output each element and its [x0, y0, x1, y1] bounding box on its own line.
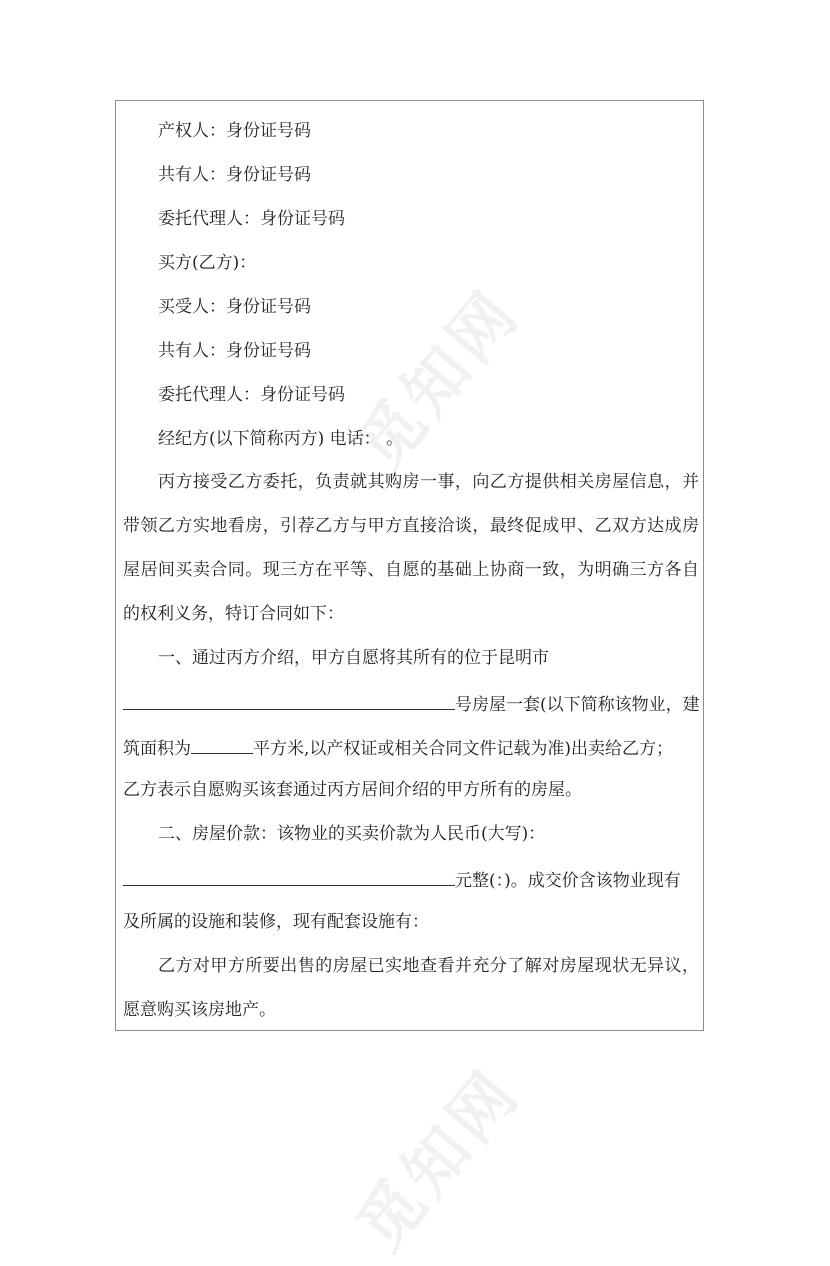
area-blank: [191, 735, 253, 754]
clause-1-area-line: [123, 735, 699, 760]
inspection-last-line: 愿意购买该房地产。: [123, 1000, 276, 1020]
clause-1-area-text: 平方米,以产权证或相关合同文件记载为准)出卖给乙方；: [253, 739, 674, 759]
paragraph-line: 带领乙方实地看房，引荐乙方与甲方直接洽谈，最终促成甲、乙双方达成房: [123, 516, 699, 536]
watermark-top: 觅知网: [343, 275, 536, 485]
buyer-heading: 买方(乙方)：: [158, 253, 257, 273]
inspection-line: [158, 955, 699, 977]
address-blank: [123, 691, 455, 710]
paragraph-line: 的权利义务，特订合同如下：: [123, 604, 344, 624]
buyer-agent-line: 委托代理人：身份证号码: [158, 385, 345, 405]
paragraph-text: 丙方接受乙方委托，负责就其购房一事，向乙方提供相关房屋信息，并: [158, 472, 699, 492]
clause-2-price-line: [123, 867, 699, 892]
clause-1-heading: 一、通过丙方介绍，甲方自愿将其所有的位于昆明市: [158, 648, 549, 668]
buyer-coowner-line: 共有人：身份证号码: [158, 341, 311, 361]
broker-line: 经纪方(以下简称丙方) 电话： 。: [158, 429, 404, 449]
clause-2-heading: 二、房屋价款：该物业的买卖价款为人民币(大写)：: [158, 824, 546, 844]
clause-2-price-text: 元整(：)。成交价含该物业现有: [455, 871, 681, 891]
clause-1-last-line: 乙方表示自愿购买该套通过丙方居间介绍的甲方所有的房屋。: [123, 780, 582, 800]
paragraph-line: [158, 471, 699, 493]
buyer-line: 买受人：身份证号码: [158, 297, 311, 317]
seller-coowner-line: 共有人：身份证号码: [158, 165, 311, 185]
seller-agent-line: 委托代理人：身份证号码: [158, 209, 345, 229]
paragraph-line: 屋居间买卖合同。现三方在平等、自愿的基础上协商一致，为明确三方各自: [123, 560, 699, 580]
clause-1-area-label: 筑面积为: [123, 739, 191, 759]
price-blank: [123, 867, 455, 886]
inspection-text: 乙方对甲方所要出售的房屋已实地查看并充分了解对房屋现状无异议，: [158, 956, 699, 976]
watermark-bottom: 觅知网: [343, 1055, 536, 1265]
clause-2-facilities-line: 及所属的设施和装修，现有配套设施有：: [123, 912, 429, 932]
clause-1-address-line: [123, 691, 699, 716]
seller-owner-line: 产权人：身份证号码: [158, 121, 311, 141]
clause-1-address-text: 号房屋一套(以下简称该物业，建: [455, 695, 700, 715]
